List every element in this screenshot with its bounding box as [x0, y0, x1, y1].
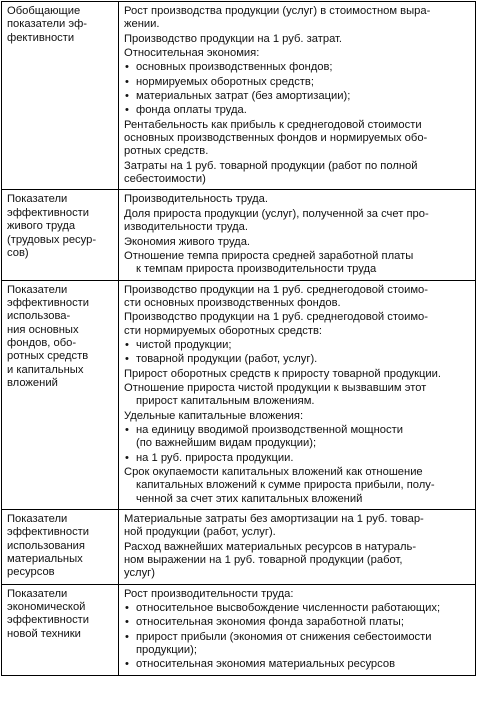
category-line: и капитальных	[7, 363, 84, 376]
bullet-item	[124, 90, 470, 103]
text-line: Производительность труда.	[124, 193, 268, 206]
indicator-paragraph	[124, 236, 470, 249]
bullet-item	[124, 339, 470, 352]
text-line: • относительное высвобождение численности работающих;	[124, 602, 470, 615]
category-line: ротных средств	[7, 350, 89, 363]
indicators-cell	[119, 280, 476, 510]
category-cell	[2, 2, 119, 190]
table-row	[2, 190, 476, 280]
text-line: ченной за счет этих капитальных вложений	[136, 492, 363, 505]
text-line: основных производственных фондов и нормируемых обо-	[124, 132, 428, 145]
text-line: Прирост оборотных средств к приросту товарной продукции.	[124, 367, 442, 380]
text-line: сти нормируемых оборотных средств:	[124, 324, 323, 337]
text-line: Затраты на 1 руб. товарной продукции (работ по полной	[124, 159, 418, 172]
bullet-item	[124, 353, 470, 366]
category-line: (трудовых ресур-	[7, 233, 97, 246]
category-line: фективности	[7, 31, 75, 44]
indicators-table	[1, 1, 476, 676]
indicator-paragraph	[124, 311, 470, 338]
indicators-table-body	[2, 2, 476, 676]
text-line: Относительная экономия:	[124, 47, 260, 60]
category-line: живого труда	[7, 220, 76, 233]
text-line: • основных производственных фондов;	[124, 61, 470, 74]
text-line: • относительная экономия материальных ресурсов	[124, 658, 470, 671]
text-line: • товарной продукции (работ, услуг).	[124, 353, 470, 366]
category-cell	[2, 280, 119, 510]
bullet-item	[124, 104, 470, 117]
table-row	[2, 280, 476, 510]
indicators-cell	[119, 190, 476, 280]
category-cell	[2, 584, 119, 675]
text-line: Материальные затраты без амортизации на 1 руб. товар-	[124, 513, 424, 526]
category-line: эффективности	[7, 296, 90, 309]
text-line: Рост производства продукции (услуг) в стоимостном выра-	[124, 5, 431, 17]
indicator-paragraph	[124, 513, 470, 540]
text-line: Рост производительности труда:	[124, 587, 294, 600]
text-line: сти основных производственных фондов.	[124, 296, 341, 309]
text-line: (по важнейшим видам продукции);	[136, 437, 317, 450]
text-line: прирост капитальным вложениям.	[136, 395, 315, 408]
text-line: • нормируемых оборотных средств;	[124, 76, 470, 89]
bullet-item	[124, 616, 470, 629]
indicator-paragraph	[124, 208, 470, 235]
text-line: Производство продукции на 1 руб. среднегодовой стоимо-	[124, 283, 428, 296]
text-line: жении.	[124, 18, 160, 31]
indicator-paragraph	[124, 193, 470, 206]
category-line: эффективности	[7, 526, 90, 539]
table-row	[2, 2, 476, 190]
category-line: фондов, обо-	[7, 336, 77, 349]
category-line: использования	[7, 539, 85, 552]
indicator-paragraph	[124, 284, 470, 311]
bullet-item	[124, 452, 470, 465]
bullet-item	[124, 424, 470, 451]
indicators-cell	[119, 2, 476, 190]
text-line: • на 1 руб. прироста продукции.	[124, 452, 470, 465]
category-line: экономической	[7, 601, 86, 614]
category-cell	[2, 510, 119, 585]
category-line: материальных	[7, 553, 83, 566]
indicator-paragraph	[124, 541, 470, 581]
table-row	[2, 510, 476, 585]
text-line: ной продукции (работ, услуг).	[124, 526, 276, 539]
indicator-paragraph	[124, 588, 470, 601]
text-line: • фонда оплаты труда.	[124, 104, 470, 117]
text-line: Экономия живого труда.	[124, 235, 251, 248]
category-line: эффективности	[7, 206, 90, 219]
table-row	[2, 584, 476, 675]
bullet-item	[124, 61, 470, 74]
text-line: Удельные капитальные вложения:	[124, 409, 304, 422]
category-line: Обобщающие	[7, 5, 81, 17]
text-line: Срок окупаемости капитальных вложений как отношение	[124, 466, 423, 478]
category-line: Показатели	[7, 587, 68, 600]
indicator-paragraph	[124, 160, 470, 187]
text-line: • материальных затрат (без амортизации);	[124, 90, 470, 103]
text-line: ном выражении на 1 руб. товарной продукции (работ,	[124, 554, 403, 567]
category-line: использова-	[7, 310, 71, 323]
text-line: услуг)	[124, 567, 155, 580]
category-line: эффективности	[7, 614, 90, 627]
text-line: продукции);	[136, 644, 198, 657]
indicator-paragraph	[124, 466, 470, 506]
text-line: ротных средств.	[124, 145, 209, 158]
indicator-paragraph	[124, 33, 470, 46]
indicator-paragraph	[124, 410, 470, 423]
category-line: показатели эф-	[7, 18, 87, 31]
text-line: • на единицу вводимой производственной мощности	[124, 424, 470, 437]
text-line: к темпам прироста производительности труда	[136, 263, 377, 276]
indicator-paragraph	[124, 5, 470, 32]
text-line: • чистой продукции;	[124, 339, 470, 352]
category-line: Показатели	[7, 513, 68, 526]
category-line: ресурсов	[7, 566, 55, 579]
text-line: Доля прироста продукции (услуг), полученной за счет про-	[124, 207, 429, 220]
indicator-paragraph	[124, 382, 470, 409]
text-line: изводительности труда.	[124, 221, 248, 234]
text-line: • относительная экономия фонда заработной платы;	[124, 616, 470, 629]
bullet-item	[124, 76, 470, 89]
text-line: Производство продукции на 1 руб. среднегодовой стоимо-	[124, 311, 428, 324]
text-line: Производство продукции на 1 руб. затрат.	[124, 32, 343, 45]
bullet-item	[124, 631, 470, 658]
category-line: Показатели	[7, 283, 68, 296]
text-line: себестоимости)	[124, 173, 206, 186]
indicator-paragraph	[124, 47, 470, 60]
category-line: Показатели	[7, 193, 68, 206]
category-line: ния основных	[7, 323, 79, 336]
category-cell	[2, 190, 119, 280]
text-line: Отношение прироста чистой продукции к вызвавшим этот	[124, 381, 427, 394]
indicators-cell	[119, 510, 476, 585]
text-line: Расход важнейших материальных ресурсов в натураль-	[124, 540, 417, 553]
indicators-cell	[119, 584, 476, 675]
bullet-item	[124, 658, 470, 671]
indicator-paragraph	[124, 119, 470, 159]
text-line: Отношение темпа прироста средней заработной платы	[124, 249, 414, 262]
text-line: Рентабельность как прибыль к среднегодовой стоимости	[124, 118, 422, 131]
indicator-paragraph	[124, 368, 470, 381]
bullet-item	[124, 602, 470, 615]
indicator-paragraph	[124, 250, 470, 277]
text-line: • прирост прибыли (экономия от снижения себестоимости	[124, 631, 470, 644]
text-line: капитальных вложений к сумме прироста прибыли, полу-	[136, 479, 435, 492]
category-line: сов)	[7, 246, 29, 259]
category-line: вложений	[7, 376, 58, 389]
category-line: новой техники	[7, 627, 81, 640]
